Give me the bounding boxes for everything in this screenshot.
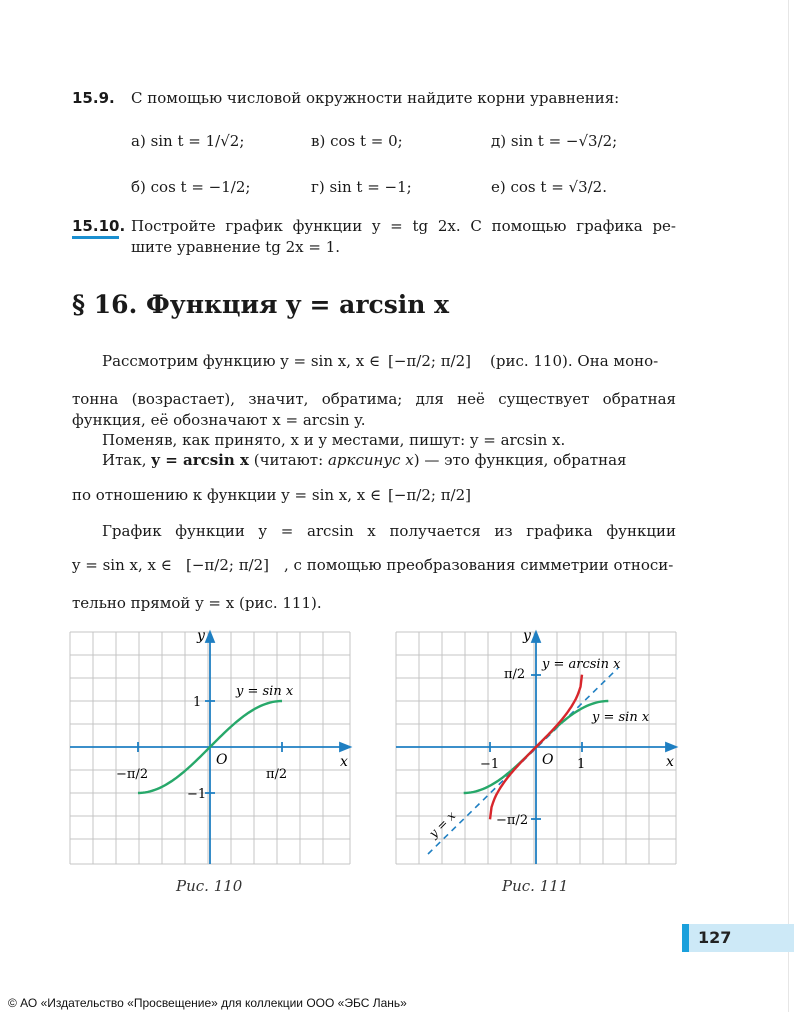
para4-line1: График функции y = arcsin x получается из графика функции [102, 522, 676, 540]
problem-15-10-line1: Постройте график функции y = tg 2x. С помощью графика ре- [131, 217, 676, 235]
section-title: § 16. Функция y = arcsin x [72, 290, 450, 319]
copyright-notice: © АО «Издательство «Просвещение» для коллекции ООО «ЭБС Лань» [8, 996, 407, 1010]
para3-read: (читают: [253, 451, 324, 469]
fig110-curve-label: y = sin x [236, 684, 294, 699]
answer-item-g: г) sin t = −1; [311, 178, 412, 196]
fig110-minus-one-label: −1 [187, 787, 207, 802]
fig111-arcsin-label: y = arcsin x [542, 657, 621, 672]
fig111-minus-pi-half-label: −π/2 [496, 813, 529, 828]
figure-111 [392, 626, 682, 870]
para3-rest: ) — это функция, обратная [413, 451, 627, 469]
answer-item-d: д) sin t = −√3/2; [491, 132, 618, 150]
answer-item-v: в) cos t = 0; [311, 132, 403, 150]
para3-itak: Итак, [102, 451, 147, 469]
para3-line2: по отношению к функции y = sin x, x ∈ [72, 486, 382, 504]
page-number: 127 [698, 928, 732, 947]
problem-underline [72, 236, 119, 239]
para1-line1-start: Рассмотрим функцию y = sin x, x ∈ [102, 352, 381, 370]
fig111-origin-label: O [542, 752, 554, 768]
answer-item-a: а) sin t = 1/√2; [131, 132, 245, 150]
problem-number-15-9: 15.9. [72, 89, 115, 107]
para1-line1-end: (рис. 110). Она моно- [490, 352, 659, 370]
interval-3: [−π/2; π/2] [186, 556, 270, 574]
fig111-x-label: x [666, 754, 674, 770]
para1-line3: функция, её обозначают x = arcsin y. [72, 411, 366, 429]
para3-line1 [102, 451, 627, 469]
problem-number-15-10: 15.10. [72, 217, 126, 235]
fig111-sin-label: y = sin x [592, 710, 650, 725]
fig111-pi-half-label: π/2 [504, 667, 526, 682]
answer-item-e: е) cos t = √3/2. [491, 178, 607, 196]
fig110-origin-label: O [216, 752, 228, 768]
fig111-y-label: y [523, 628, 531, 644]
fig110-pi-half-label: π/2 [266, 767, 288, 782]
fig111-line-label: y = x [426, 808, 459, 841]
fig110-x-label: x [340, 754, 348, 770]
interval-1: [−π/2; π/2] [388, 352, 472, 370]
fig111-one-label: 1 [577, 757, 586, 772]
fig110-y-label: y [197, 628, 205, 644]
figure-111-caption: Рис. 111 [502, 877, 569, 895]
interval-2: [−π/2; π/2] [388, 486, 472, 504]
page-edge [788, 0, 789, 1012]
para2: Поменяв, как принято, x и y местами, пишут: y = arcsin x. [102, 431, 566, 449]
fig110-one-label: 1 [193, 695, 202, 710]
para4-line3: тельно прямой y = x (рис. 111). [72, 594, 322, 612]
fig110-minus-pi-half-label: −π/2 [116, 767, 149, 782]
fig111-minus-one-label: −1 [480, 757, 500, 772]
figure-110-caption: Рис. 110 [176, 877, 243, 895]
problem-15-9-text: С помощью числовой окружности найдите корни уравнения: [131, 89, 620, 107]
para4-line2-end: , с помощью преобразования симметрии относи- [284, 556, 674, 574]
para1-line2: тонна (возрастает), значит, обратима; для неё существует обратная [72, 390, 676, 408]
figure-110 [66, 626, 356, 870]
para3-definition: y = arcsin x [151, 451, 249, 469]
answer-item-b: б) cos t = −1/2; [131, 178, 251, 196]
para4-line2-start: y = sin x, x ∈ [72, 556, 172, 574]
page-number-accent [682, 924, 689, 952]
problem-15-10-line2: шите уравнение tg 2x = 1. [131, 238, 341, 256]
para3-arcsine-word: арксинус x [327, 451, 414, 469]
